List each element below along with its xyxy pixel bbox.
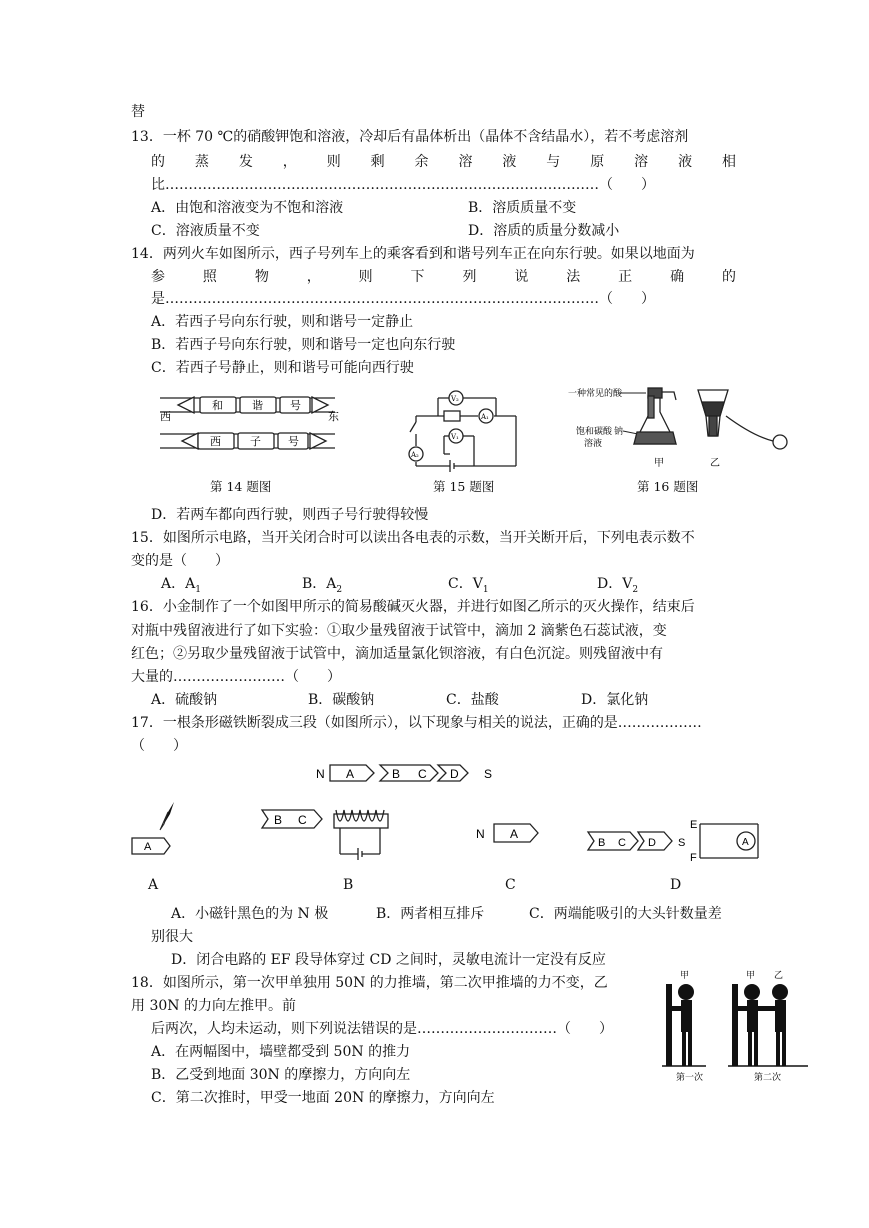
q18-stem-2: 用 30N 的力向左推甲。前 xyxy=(131,998,296,1014)
figure-14-caption: 第 14 题图 xyxy=(210,479,272,494)
q16-option-c[interactable]: C．盐酸 xyxy=(446,692,499,708)
q16-option-d[interactable]: D．氯化钠 xyxy=(581,692,649,708)
q16-stem-4: 大量的……………………（ ） xyxy=(131,669,341,685)
q17-stem-2: （ ） xyxy=(131,738,187,754)
figure-17a-compass xyxy=(130,800,180,864)
q14-stem-2: 参 照 物 ， 则 下 列 说 法 正 确 的 xyxy=(151,269,736,285)
q18-stem-3: 后两次，人均未运动，则下列说法错误的是…………………………（ ） xyxy=(151,1021,613,1037)
solution-label-1: 饱和碳酸 xyxy=(576,427,613,437)
east-label: 东 xyxy=(328,410,339,423)
q13-option-a[interactable]: A．由饱和溶液变为不饱和溶液 xyxy=(151,200,344,216)
galvanometer-label: A xyxy=(742,837,749,848)
fig17d-segment-b: B xyxy=(598,837,606,849)
q14-stem-3: 是…………………………………………………………………………………（ ） xyxy=(151,291,655,307)
fig18-jia-second: 甲 xyxy=(746,971,756,981)
q18-stem-1: 18．如图所示，第一次甲单独用 50N 的力推墙，第二次甲推墙的力不变，乙 xyxy=(131,975,608,991)
segment-d-label: D xyxy=(450,767,459,781)
q15-option-b[interactable]: B．$A_2$ xyxy=(302,576,343,595)
q13-option-d[interactable]: D．溶质的质量分数减小 xyxy=(468,223,620,239)
west-label: 西 xyxy=(160,410,171,423)
q17-option-b[interactable]: B．两者相互排斥 xyxy=(376,906,485,922)
solution-label-2: 钠 xyxy=(614,427,624,437)
fig18-yi: 乙 xyxy=(774,971,784,981)
q13-stem-2: 的 蒸 发 ， 则 剩 余 溶 液 与 原 溶 液 相 xyxy=(151,154,736,170)
figure-16-extinguisher xyxy=(568,386,798,476)
voltmeter-v2: V₂ xyxy=(451,395,459,403)
fig17d-south: S xyxy=(678,837,686,849)
south-pole-label: S xyxy=(484,767,493,781)
fig17a-segment-a: A xyxy=(144,841,152,853)
q15-stem-2: 变的是（ ） xyxy=(131,553,229,569)
q15-option-d[interactable]: D．$V_2$ xyxy=(597,576,639,595)
fig17d-point-e: E xyxy=(690,819,698,831)
q15-option-c[interactable]: C．$V_1$ xyxy=(448,576,489,595)
segment-a-label: A xyxy=(346,767,355,781)
train-hexie-car: 谐 xyxy=(252,399,263,412)
q13-option-b[interactable]: B．溶质质量不变 xyxy=(468,200,577,216)
q17-stem-1: 17．一根条形磁铁断裂成三段（如图所示），以下现象与相关的说法，正确的是……………… xyxy=(131,715,702,731)
q16-stem-2: 对瓶中残留液进行了如下实验：①取少量残留液于试管中，滴加 2 滴紫色石蕊试液，变 xyxy=(131,623,667,639)
q15-stem-1: 15．如图所示电路，当开关闭合时可以读出各电表的示数，当开关断开后，下列电表示数不 xyxy=(131,530,695,546)
ammeter-a1: A₁ xyxy=(481,413,489,421)
fig17d-segment-c: C xyxy=(618,837,626,849)
fig17b-segment-b: B xyxy=(274,813,283,827)
q16-option-b[interactable]: B．碳酸钠 xyxy=(308,692,375,708)
q16-stem-1: 16．小金制作了一个如图甲所示的简易酸碱灭火器，并进行如图乙所示的灭火操作，结束后 xyxy=(131,599,695,615)
q18-option-b[interactable]: B．乙受到地面 30N 的摩擦力，方向向左 xyxy=(151,1067,411,1083)
figure-15-caption: 第 15 题图 xyxy=(433,479,495,494)
fig17-label-a: A xyxy=(148,877,159,893)
q18-option-a[interactable]: A．在两幅图中，墙壁都受到 50N 的推力 xyxy=(151,1044,411,1060)
q16-stem-3: 红色；②另取少量残留液于试管中，滴加适量氯化钡溶液，有白色沉淀。则残留液中有 xyxy=(131,646,663,662)
q17-option-a[interactable]: A．小磁针黑色的为 N 极 xyxy=(171,906,329,922)
q14-stem-1: 14．两列火车如图所示，西子号列车上的乘客看到和谐号列车正在向东行驶。如果以地面为 xyxy=(131,246,695,262)
fig18-second-label: 第二次 xyxy=(754,1073,782,1083)
fig18-first-label: 第一次 xyxy=(676,1073,704,1083)
q14-option-a[interactable]: A．若西子号向东行驶，则和谐号一定静止 xyxy=(151,314,414,330)
train-hexie-car: 号 xyxy=(290,399,301,412)
q13-stem-3: 比…………………………………………………………………………………（ ） xyxy=(151,177,655,193)
jia-label: 甲 xyxy=(654,458,664,469)
train-xizi-car: 西 xyxy=(210,435,221,448)
figure-17c-magnet xyxy=(474,818,544,848)
fig17c-north: N xyxy=(476,827,485,841)
segment-b-label: B xyxy=(392,767,401,781)
fig17-label-c: C xyxy=(505,877,516,893)
q18-option-c[interactable]: C．第二次推时，甲受一地面 20N 的摩擦力，方向向左 xyxy=(151,1090,495,1106)
fig17d-point-f: F xyxy=(690,852,697,864)
train-xizi-car: 子 xyxy=(250,435,261,448)
figure-15-circuit xyxy=(408,388,523,470)
fig17d-segment-d: D xyxy=(648,837,656,849)
q14-option-c[interactable]: C．若西子号静止，则和谐号可能向西行驶 xyxy=(151,360,414,376)
train-xizi-car: 号 xyxy=(288,435,299,448)
figure-14-trains xyxy=(160,386,340,466)
q17-option-c-cont: 别很大 xyxy=(151,929,193,945)
ammeter-a2: A₂ xyxy=(411,451,419,459)
figure-17d-galvanometer xyxy=(586,816,766,866)
q13-stem-1: 13．一杯 70 ℃的硝酸钾饱和溶液，冷却后有晶体析出（晶体不含结晶水），若不考虑溶剂 xyxy=(131,129,689,145)
figure-17-broken-magnet xyxy=(314,760,504,786)
q13-option-c[interactable]: C．溶液质量不变 xyxy=(151,223,260,239)
train-hexie-car: 和 xyxy=(212,399,223,412)
solution-label-3: 溶液 xyxy=(584,439,603,449)
fig17c-segment-a: A xyxy=(510,827,519,841)
fig17b-segment-c: C xyxy=(298,813,307,827)
north-pole-label: N xyxy=(316,767,325,781)
q14-option-b[interactable]: B．若西子号向东行驶，则和谐号一定也向东行驶 xyxy=(151,337,456,353)
q15-option-a[interactable]: A．$A_1$ xyxy=(161,576,201,595)
fig17-label-b: B xyxy=(343,877,354,893)
acid-label: 一种常见的酸 xyxy=(568,389,623,399)
q17-option-c[interactable]: C．两端能吸引的大头针数量差 xyxy=(529,906,722,922)
line-continuation: 替 xyxy=(131,104,145,120)
fig17-label-d: D xyxy=(670,877,682,893)
q16-option-a[interactable]: A．硫酸钠 xyxy=(151,692,218,708)
figure-16-caption: 第 16 题图 xyxy=(637,479,699,494)
q17-option-d[interactable]: D．闭合电路的 EF 段导体穿过 CD 之间时，灵敏电流计一定没有反应 xyxy=(171,952,606,968)
figure-18-push-wall xyxy=(658,966,814,1086)
segment-c-label: C xyxy=(418,767,427,781)
q14-option-d[interactable]: D．若两车都向西行驶，则西子号行驶得较慢 xyxy=(151,507,429,523)
figure-17b-electromagnet xyxy=(260,806,400,864)
yi-label: 乙 xyxy=(710,458,720,469)
voltmeter-v1: V₁ xyxy=(451,433,459,441)
fig18-jia-first: 甲 xyxy=(680,971,690,981)
